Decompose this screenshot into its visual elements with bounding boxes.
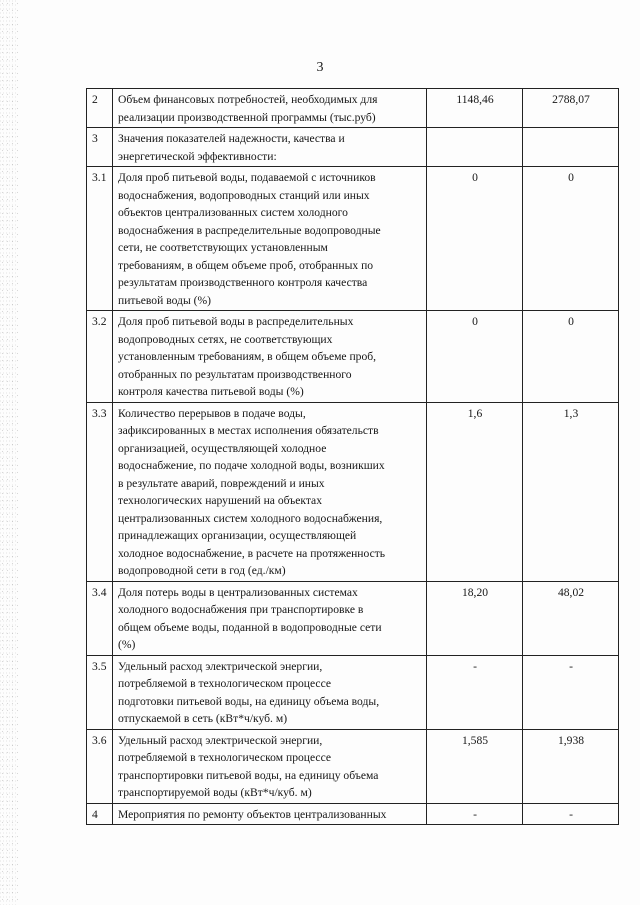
row-description: Удельный расход электрической энергии, потребляемой в технологическом процессе транспортировки питьевой воды, на единицу объема транспортируемой воды (кВт*ч/куб. м) — [113, 729, 427, 803]
row-value-1 — [427, 128, 523, 167]
row-number: 3 — [87, 128, 113, 167]
row-description: Доля проб питьевой воды, подаваемой с источников водоснабжения, водопроводных станций или иных объектов централизованных систем холодного водоснабжения в распределительные водопроводные сети, не соответствующих установленным требованиям, в общем объеме проб, отобранных по результатам производственного контроля качества питьевой воды (%) — [113, 167, 427, 311]
row-value-2: 0 — [523, 311, 619, 403]
table-row — [87, 729, 619, 803]
row-description: Объем финансовых потребностей, необходимых для реализации производственной программы (тыс.руб) — [113, 89, 427, 128]
row-value-1: 0 — [427, 167, 523, 311]
row-number: 3.6 — [87, 729, 113, 803]
table-row — [87, 167, 619, 311]
table-row — [87, 128, 619, 167]
row-description: Количество перерывов в подаче воды, зафиксированных в местах исполнения обязательств организацией, осуществляющей холодное водоснабжение, по подаче холодной воды, возникших в результате аварий, повреждений и иных технологических нарушений на объектах централизованных систем холодного водоснабжения, принадлежащих организации, осуществляющей холодное водоснабжение, в расчете на протяженность водопроводной сети в год (ед./км) — [113, 402, 427, 581]
row-value-2: - — [523, 803, 619, 825]
row-value-2: 1,3 — [523, 402, 619, 581]
row-number: 2 — [87, 89, 113, 128]
row-description: Значения показателей надежности, качества и энергетической эффективности: — [113, 128, 427, 167]
row-number: 3.3 — [87, 402, 113, 581]
table-row — [87, 89, 619, 128]
row-description: Мероприятия по ремонту объектов централизованных — [113, 803, 427, 825]
row-description: Доля потерь воды в централизованных системах холодного водоснабжения при транспортировке в общем объеме воды, поданной в водопроводные сети (%) — [113, 581, 427, 655]
table-row — [87, 581, 619, 655]
table-row — [87, 655, 619, 729]
row-value-1: 1,6 — [427, 402, 523, 581]
table-row — [87, 402, 619, 581]
row-value-2: - — [523, 655, 619, 729]
row-value-1: - — [427, 803, 523, 825]
row-number: 3.4 — [87, 581, 113, 655]
row-value-1: 1148,46 — [427, 89, 523, 128]
row-description: Удельный расход электрической энергии, потребляемой в технологическом процессе подготовки питьевой воды, на единицу объема воды, отпускаемой в сеть (кВт*ч/куб. м) — [113, 655, 427, 729]
row-value-2: 2788,07 — [523, 89, 619, 128]
row-value-2: 1,938 — [523, 729, 619, 803]
page-number: 3 — [316, 60, 324, 75]
row-number: 3.1 — [87, 167, 113, 311]
row-number: 3.5 — [87, 655, 113, 729]
scan-edge-noise — [0, 0, 18, 905]
row-value-2: 48,02 — [523, 581, 619, 655]
row-value-1: - — [427, 655, 523, 729]
row-value-2 — [523, 128, 619, 167]
table-row — [87, 803, 619, 825]
row-number: 3.2 — [87, 311, 113, 403]
row-value-2: 0 — [523, 167, 619, 311]
row-value-1: 18,20 — [427, 581, 523, 655]
indicators-table — [86, 88, 619, 825]
row-value-1: 1,585 — [427, 729, 523, 803]
row-number: 4 — [87, 803, 113, 825]
row-value-1: 0 — [427, 311, 523, 403]
table-row — [87, 311, 619, 403]
row-description: Доля проб питьевой воды в распределительных водопроводных сетях, не соответствующих установленным требованиям, в общем объеме проб, отобранных по результатам производственного контроля качества питьевой воды (%) — [113, 311, 427, 403]
